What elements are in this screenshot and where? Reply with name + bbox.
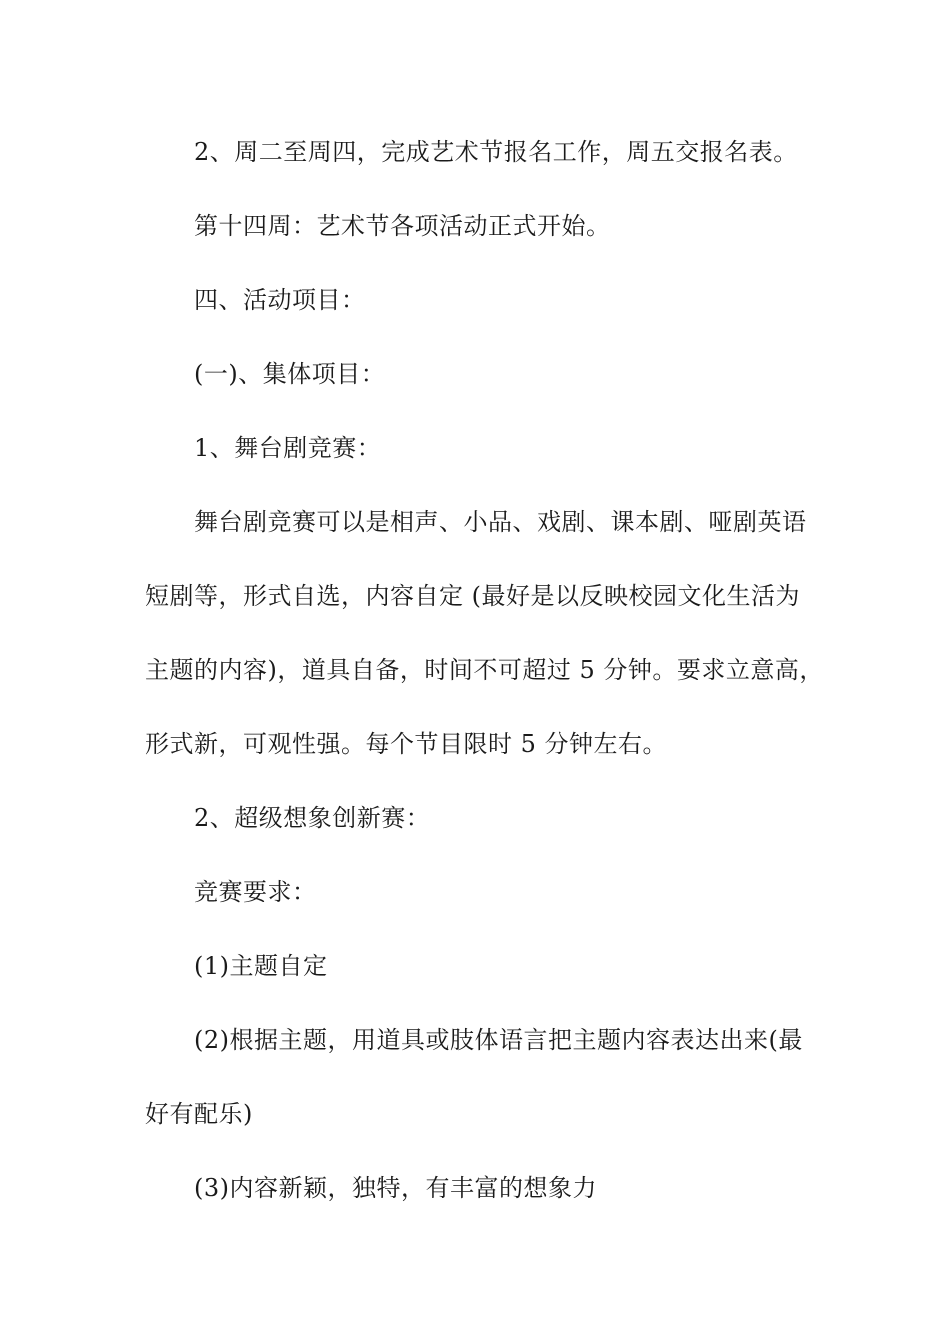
paragraph-stage-play-line-4: 形式新，可观性强。每个节目限时 5 分钟左右。 <box>145 730 668 758</box>
item-heading-imagination-contest: 2、超级想象创新赛： <box>194 804 431 832</box>
requirement-item-1: (1)主题自定 <box>194 952 328 980</box>
item-heading-stage-play: 1、舞台剧竞赛： <box>194 434 382 462</box>
requirement-item-2-line-1: (2)根据主题，用道具或肢体语言把主题内容表达出来(最 <box>194 1026 803 1054</box>
paragraph-stage-play-line-2: 短剧等，形式自选，内容自定 (最好是以反映校园文化生活为 <box>145 582 800 610</box>
requirement-item-3: (3)内容新颖，独特，有丰富的想象力 <box>194 1174 597 1202</box>
subsection-heading-group-items: (一)、集体项目： <box>194 360 386 388</box>
section-heading-activity-items: 四、活动项目： <box>194 286 366 314</box>
paragraph-week-fourteen: 第十四周：艺术节各项活动正式开始。 <box>194 212 611 240</box>
paragraph-registration-schedule: 2、周二至周四，完成艺术节报名工作，周五交报名表。 <box>194 138 798 166</box>
requirement-item-2-line-2: 好有配乐) <box>145 1100 253 1128</box>
paragraph-stage-play-line-1: 舞台剧竞赛可以是相声、小品、戏剧、课本剧、哑剧英语 <box>194 508 807 536</box>
label-contest-requirements: 竞赛要求： <box>194 878 317 906</box>
paragraph-stage-play-line-3: 主题的内容)，道具自备，时间不可超过 5 分钟。要求立意高， <box>145 656 824 684</box>
